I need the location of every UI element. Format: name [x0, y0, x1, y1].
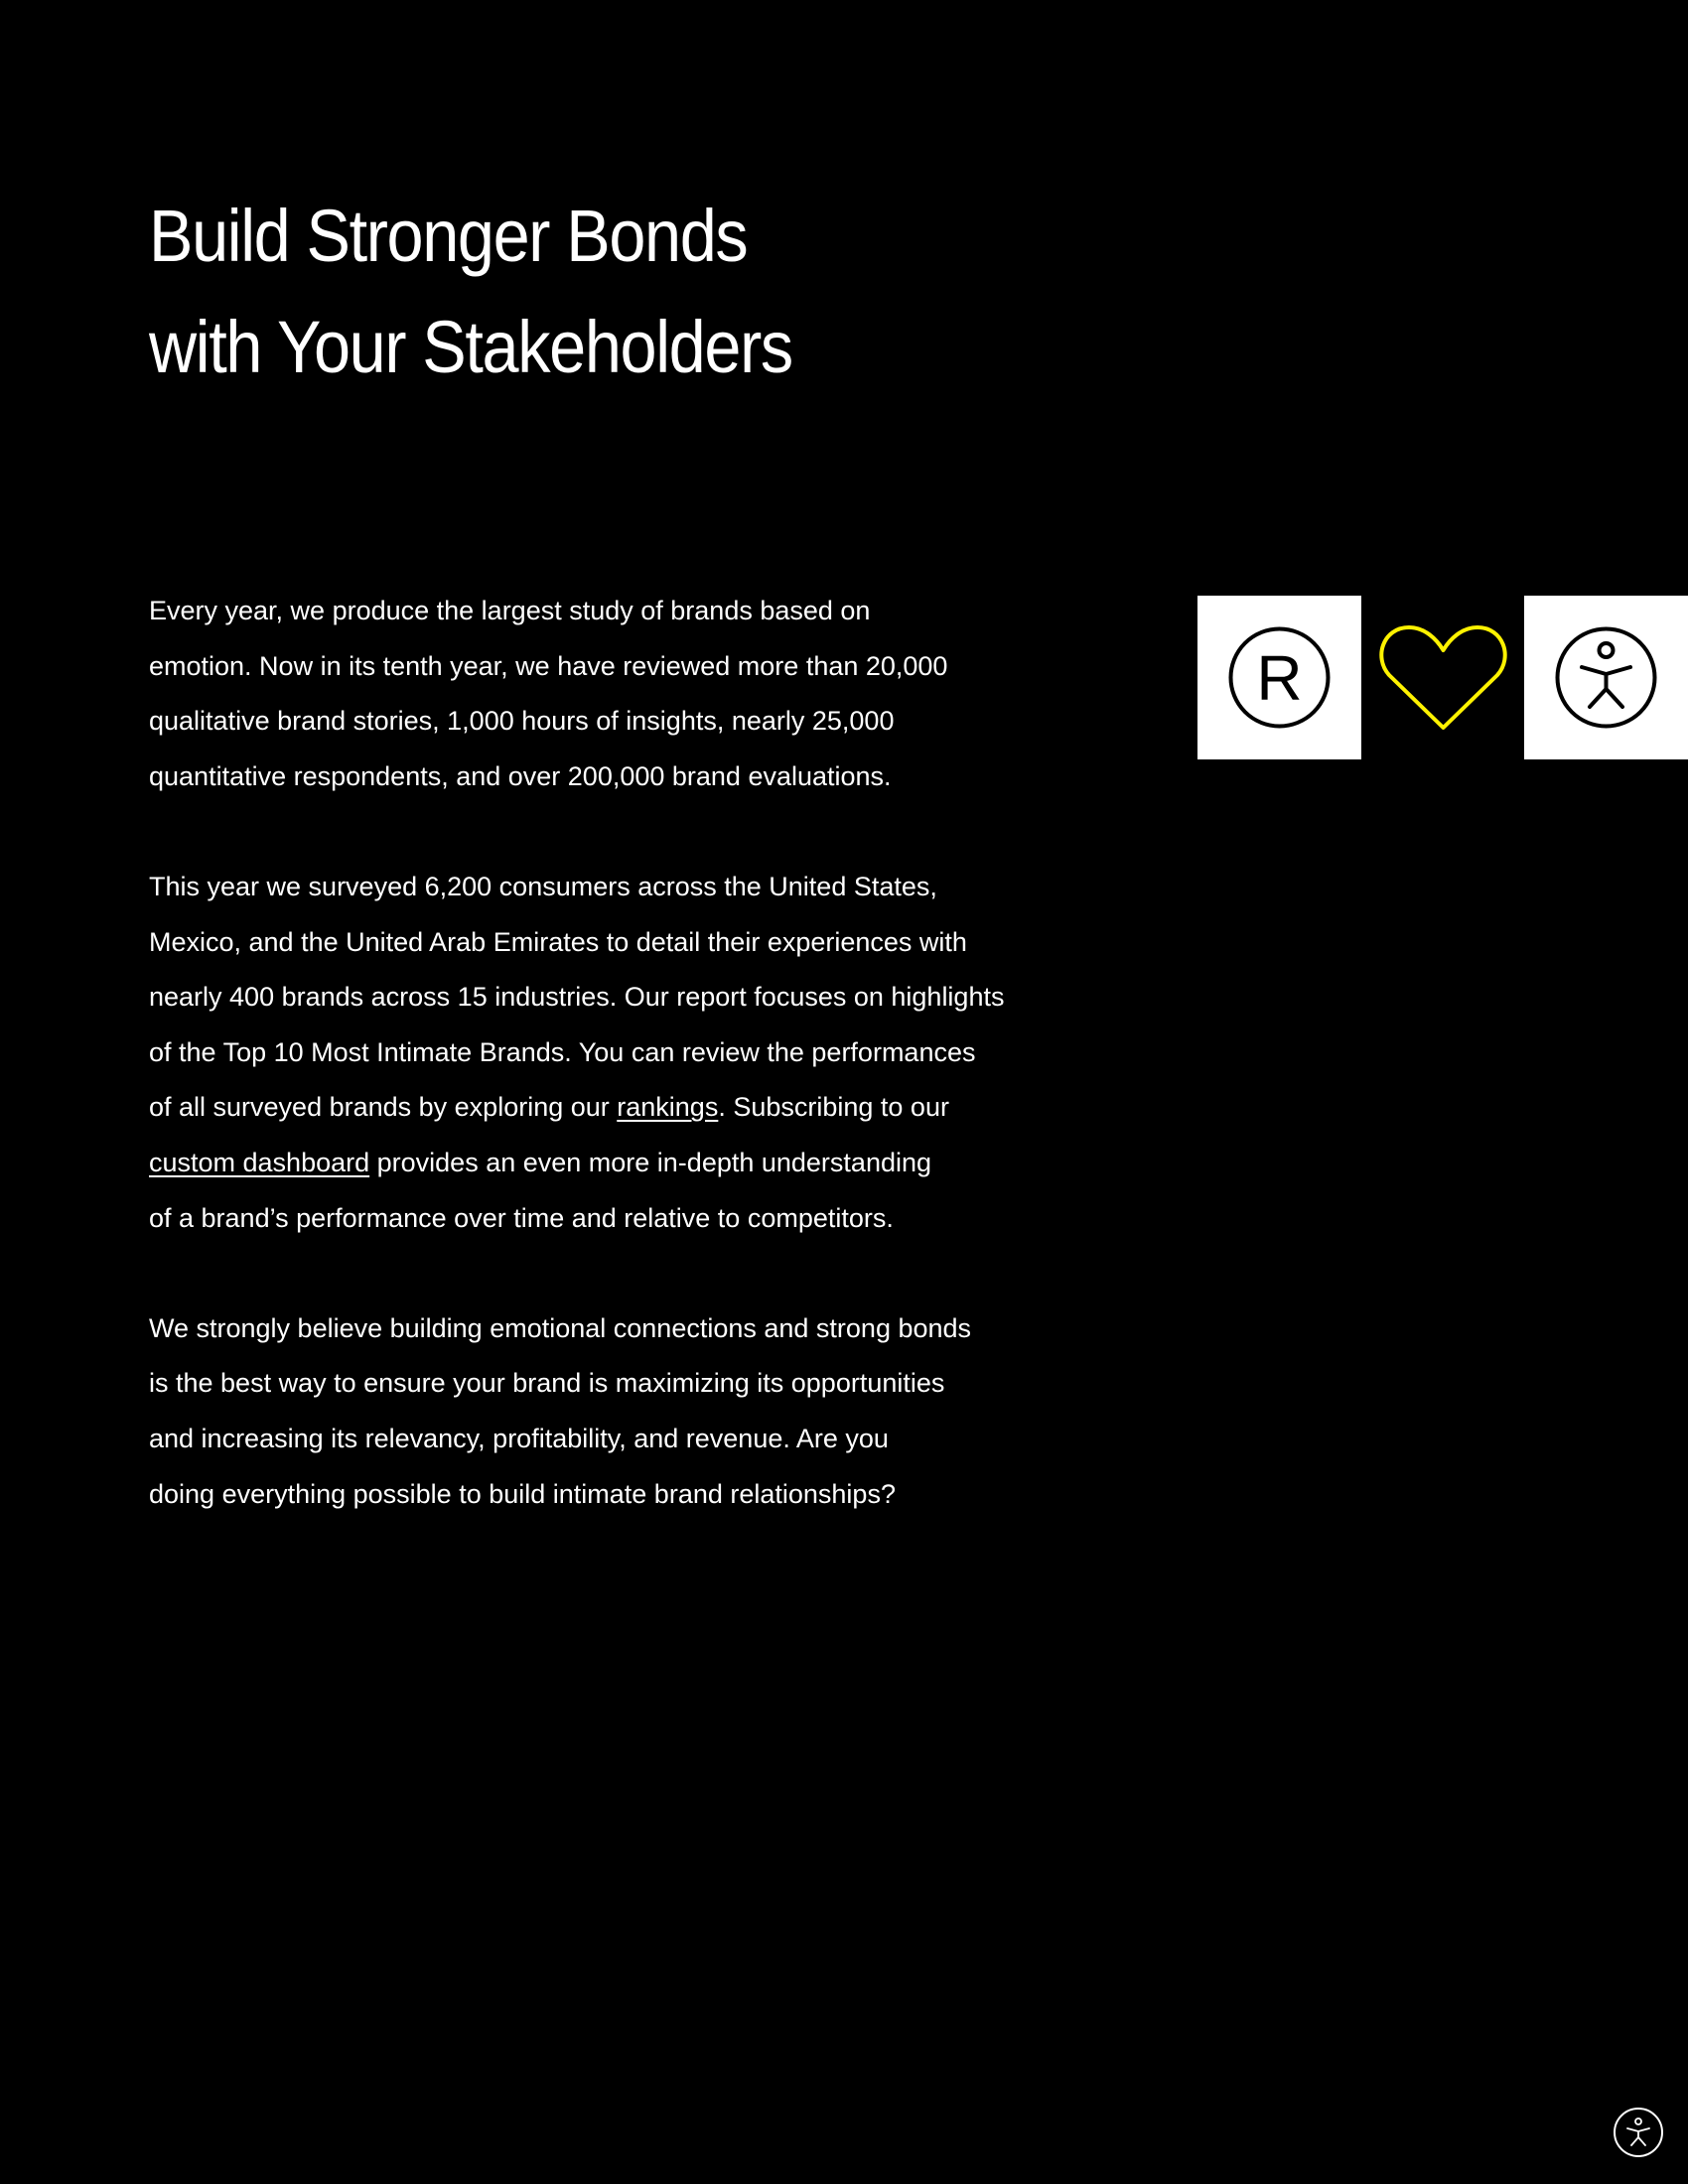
page-title-line-1: Build Stronger Bonds: [149, 195, 748, 277]
closing-line: doing everything possible to build intimate brand relationships?: [149, 1478, 896, 1509]
closing-line: and increasing its relevancy, profitability, and revenue. Are you: [149, 1423, 889, 1453]
survey-text: . Subscribing to our: [718, 1092, 949, 1123]
custom-dashboard-link[interactable]: custom dashboard: [149, 1147, 370, 1177]
page-title-line-2: with Your Stakeholders: [149, 306, 792, 388]
intro-line: Every year, we produce the largest study of brands based on: [149, 596, 871, 625]
heart-tile: [1361, 596, 1525, 759]
registered-tile: [1197, 596, 1361, 759]
rankings-link[interactable]: rankings: [617, 1092, 719, 1123]
survey-paragraph: [149, 860, 1102, 1246]
registered-r-icon: [1197, 596, 1361, 759]
intro-line: emotion. Now in its tenth year, we have reviewed more than 20,000: [149, 650, 948, 681]
accessibility-icon: [1613, 2107, 1664, 2158]
intro-line: qualitative brand stories, 1,000 hours of insights, nearly 25,000: [149, 706, 895, 737]
intro-paragraph: [149, 584, 1102, 804]
survey-text: provides an even more in-depth understanding: [369, 1147, 932, 1177]
survey-text: of all surveyed brands by exploring our: [149, 1092, 618, 1123]
icon-strip: [1197, 596, 1688, 759]
survey-line: This year we surveyed 6,200 consumers across the United States,: [149, 871, 937, 901]
heart-icon: [1361, 596, 1525, 759]
registered-r-glyph: R: [1256, 642, 1303, 714]
person-tile: [1524, 596, 1688, 759]
survey-line: of the Top 10 Most Intimate Brands. You can review the performances: [149, 1036, 976, 1067]
survey-line: [149, 1136, 1102, 1191]
survey-line: nearly 400 brands across 15 industries. Our report focuses on highlights: [149, 982, 1005, 1013]
intro-line: quantitative respondents, and over 200,000 brand evaluations.: [149, 760, 892, 791]
accessibility-icon: [1524, 596, 1688, 759]
survey-line: [149, 1080, 1102, 1136]
survey-line: Mexico, and the United Arab Emirates to detail their experiences with: [149, 926, 967, 957]
closing-line: We strongly believe building emotional connections and strong bonds: [149, 1312, 972, 1343]
survey-line: of a brand’s performance over time and relative to competitors.: [149, 1202, 894, 1233]
closing-paragraph: [149, 1301, 1102, 1522]
closing-line: is the best way to ensure your brand is maximizing its opportunities: [149, 1368, 945, 1399]
accessibility-button[interactable]: [1613, 2107, 1664, 2158]
body-text: [149, 584, 1102, 1577]
page-title: [149, 181, 792, 403]
